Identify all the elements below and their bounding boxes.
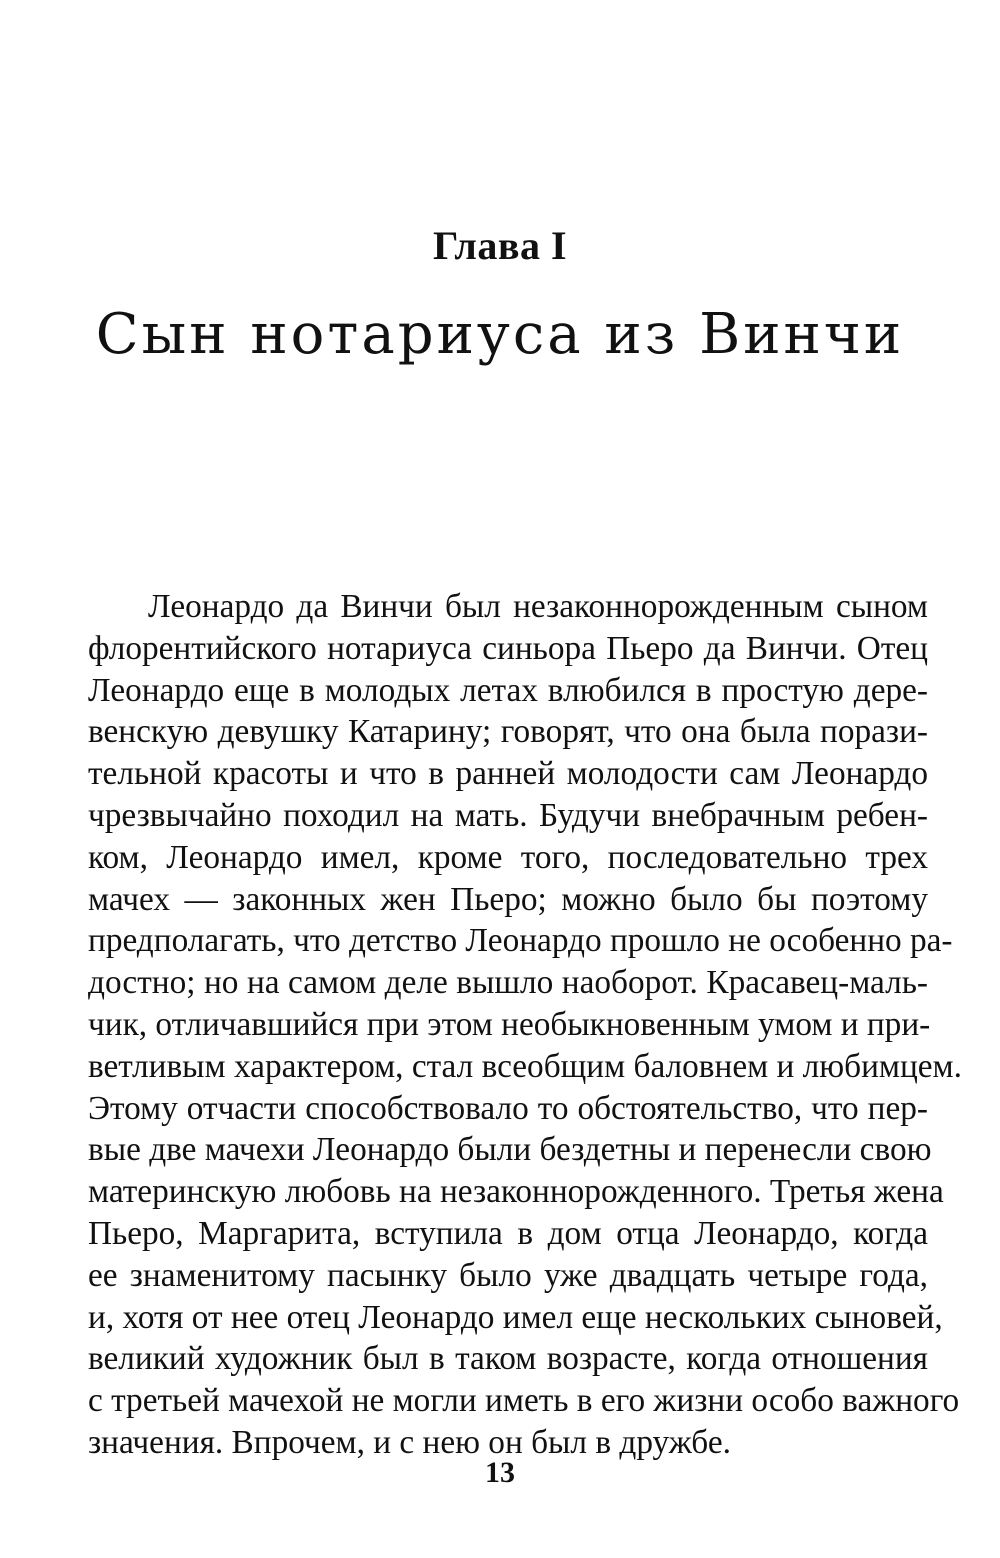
page-number: 13 [485,1456,515,1489]
text-line: вые две мачехи Леонардо были бездетны и перенесли свою [88,1131,932,1169]
text-line: Пьеро, Маргарита, вступила в дом отца Леонардо, когда [88,1214,928,1252]
text-line: ветливым характером, стал всеобщим баловнем и любимцем. [88,1047,962,1085]
text-line: ком, Леонардо имел, кроме того, последовательно трех [88,838,928,876]
text-line: чрезвычайно походил на мать. Будучи внебрачным ребен- [88,796,928,834]
chapter-title: Сын нотариуса из Винчи [95,302,905,367]
text-line: Этому отчасти способствовало то обстоятельство, что пер- [88,1089,928,1127]
text-line: с третьей мачехой не могли иметь в его жизни особо важного [88,1382,960,1420]
chapter-label: Глава I [432,223,568,268]
text-line: великий художник был в таком возрасте, когда отношения [88,1340,928,1378]
text-line: мачех — законных жен Пьеро; можно было бы поэтому [88,880,928,918]
text-line: чик, отличавшийся при этом необыкновенным умом и при- [88,1005,931,1043]
text-line: материнскую любовь на незаконнорожденного. Третья жена [88,1173,944,1211]
body-paragraph [88,586,962,1464]
text-line: достно; но на самом деле вышло наоборот. Красавец-маль- [88,964,928,1002]
text-line: и, хотя от нее отец Леонардо имел еще нескольких сыновей, [88,1298,943,1336]
text-line: Леонардо еще в молодых летах влюбился в простую дере- [88,671,928,709]
text-line: тельной красоты и что в ранней молодости сам Леонардо [88,755,928,793]
text-line: Леонардо да Винчи был незаконнорожденным сыном [148,588,928,625]
text-line: предполагать, что детство Леонардо прошло не особенно ра- [88,922,953,960]
text-line: венскую девушку Катарину; говорят, что она была порази- [88,713,928,751]
text-line: значения. Впрочем, и с нею он был в дружбе. [88,1423,731,1461]
text-line: ее знаменитому пасынку было уже двадцать четыре года, [88,1256,928,1294]
text-line: флорентийского нотариуса синьора Пьеро да Винчи. Отец [88,629,928,667]
